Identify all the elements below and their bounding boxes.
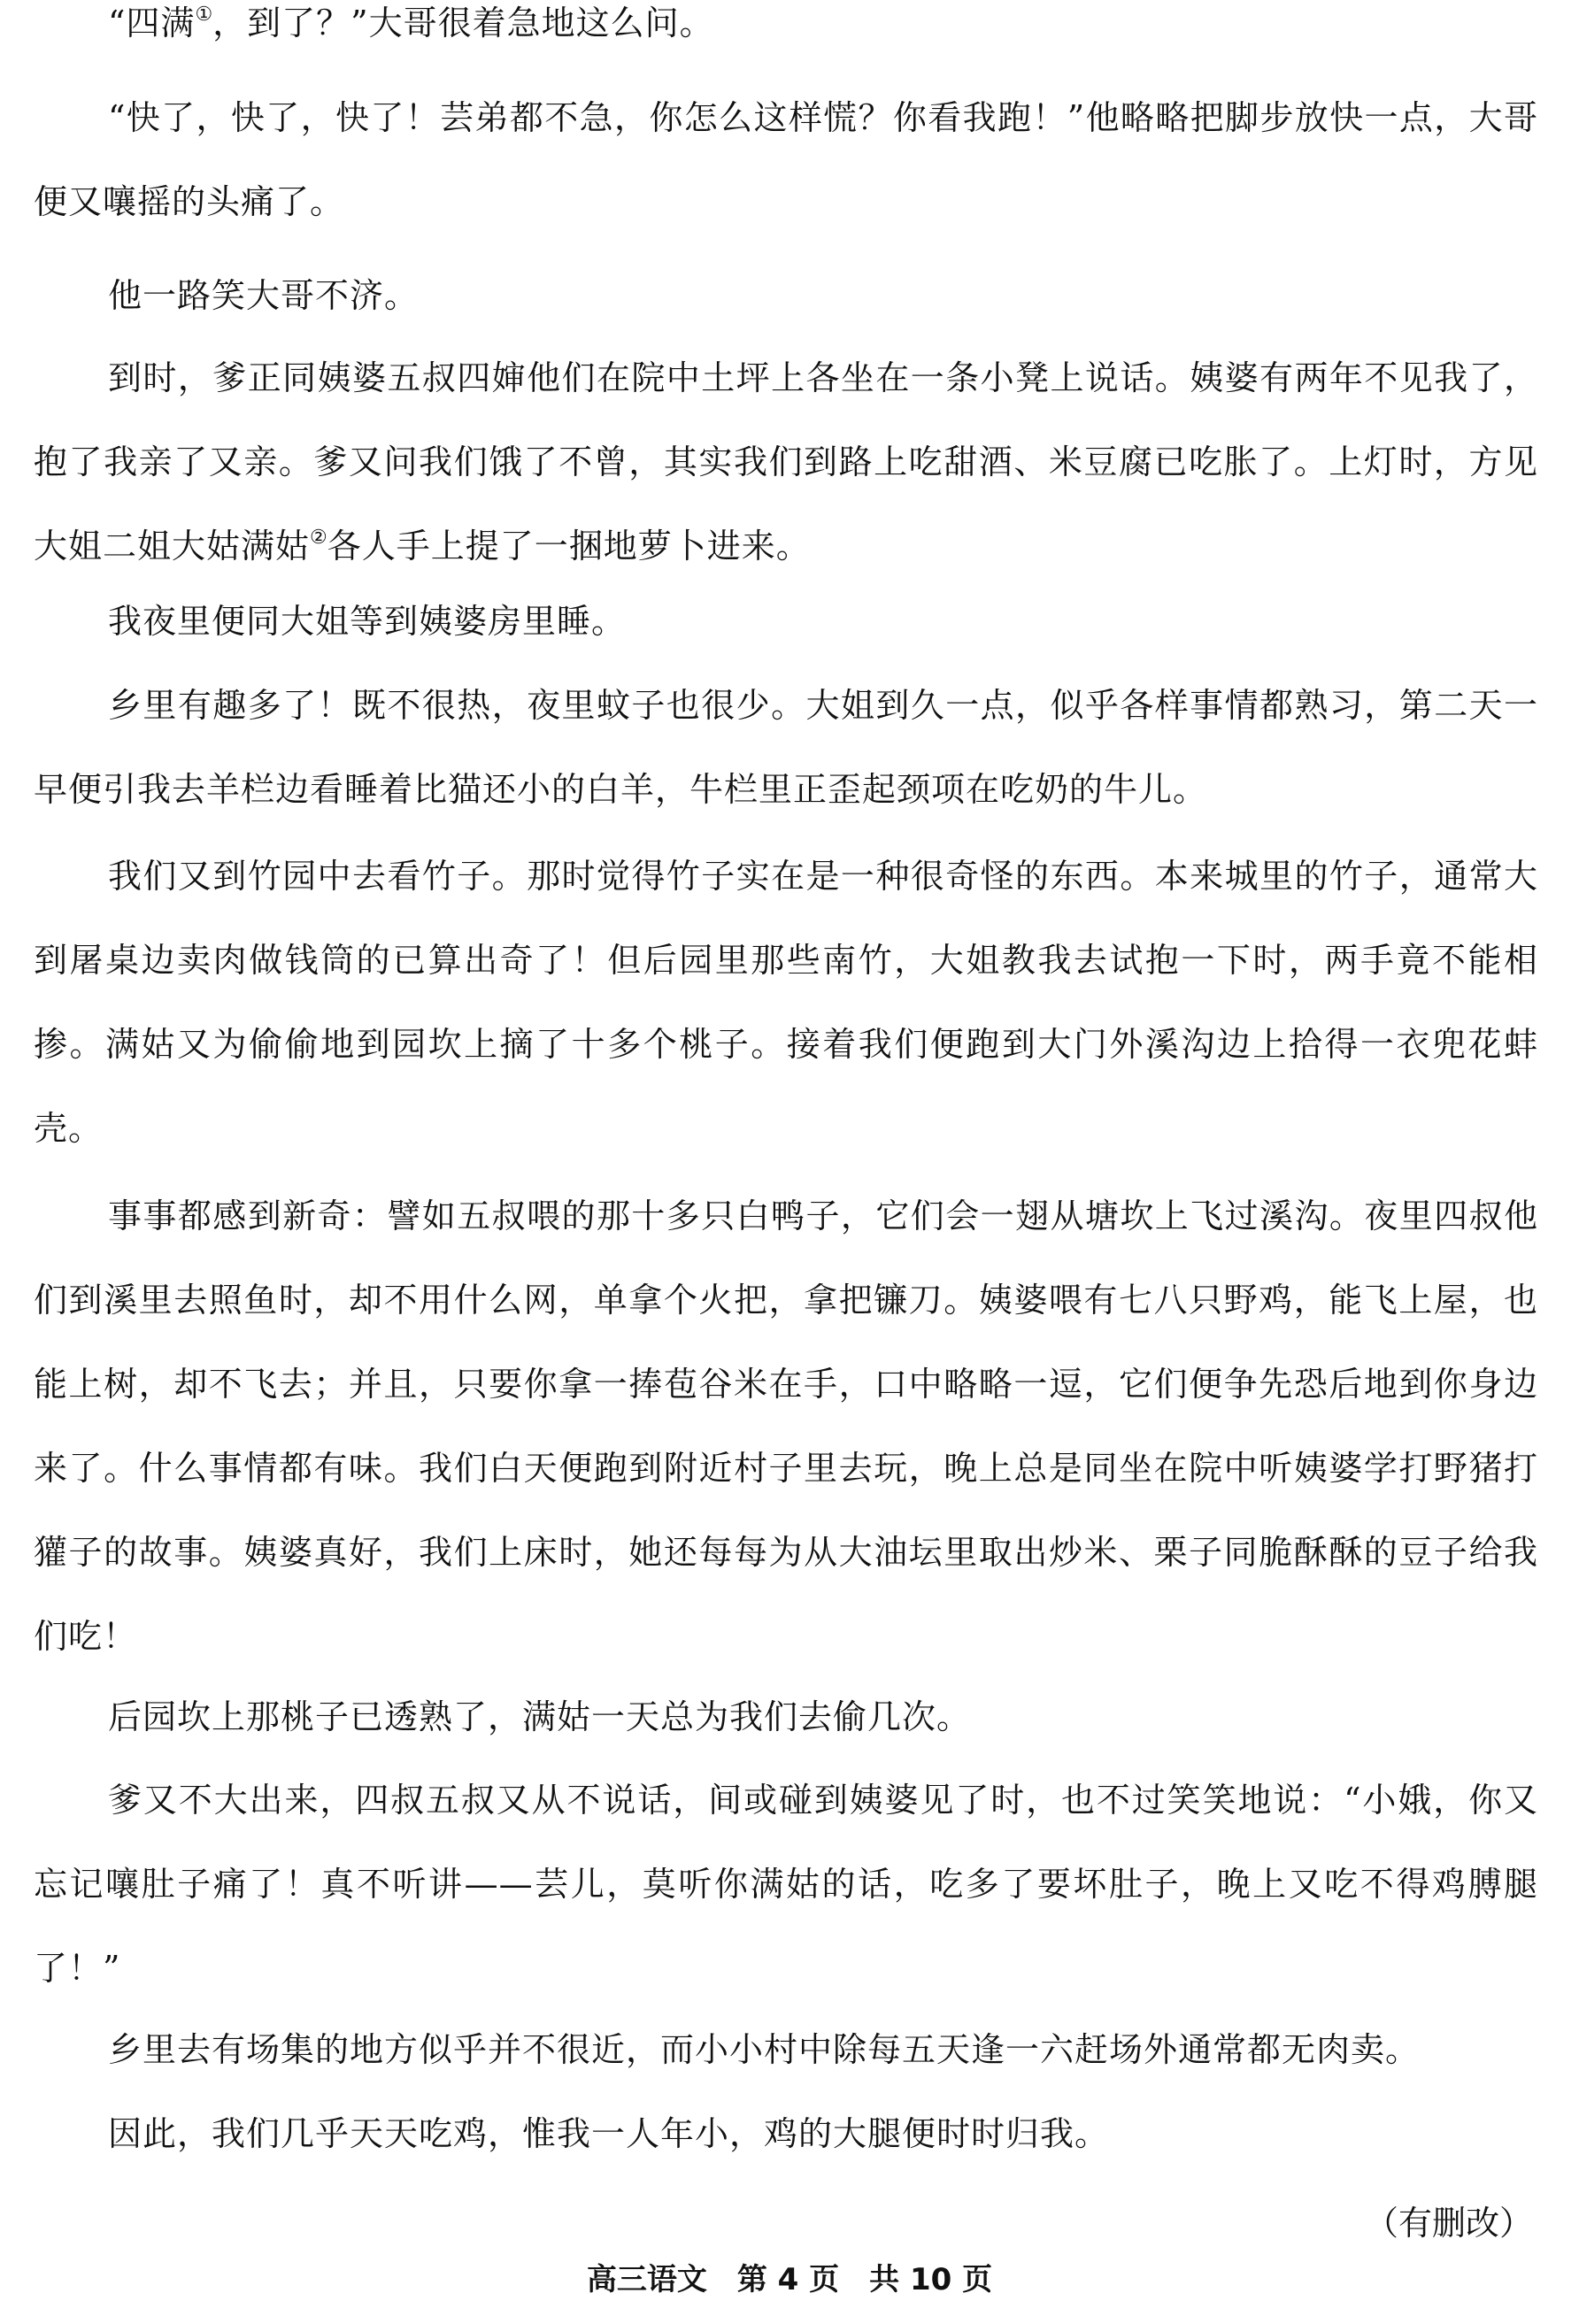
paragraph-8: 事事都感到新奇：譬如五叔喂的那十多只白鸭子，它们会一翅从塘坎上飞过溪沟。夜里四叔他们到溪里去照鱼时，却不用什么网，单拿个火把，拿把镰刀。姨婆喂有七八只野鸡，能飞上屋，也能上树，却不飞去；并且，只要你拿一捧苞谷米在手，口中略略一逗，它们便争先恐后地到你身边来了。什么事情都有味。我们白天便跑到附近村子里去玩，晚上总是同坐在院中听姨婆学打野猪打獾子的故事。姨婆真好，我们上床时，她还每每为从大油坛里取出炒米、栗子同脆酥酥的豆子给我们吃！ <box>34 1197 1538 1656</box>
paragraph-6: 乡里有趣多了！既不很热，夜里蚊子也很少。大姐到久一点，似乎各样事情都熟习，第二天一早便引我去羊栏边看睡着比猫还小的白羊，牛栏里正歪起颈项在吃奶的牛儿。 <box>34 686 1538 809</box>
paragraph-1-text-b: ，到了？”大哥很着急地这么问。 <box>212 4 714 42</box>
footnote-marker-2: ② <box>310 527 327 549</box>
paragraph-1 <box>34 0 1538 65</box>
page-footer: 高三语文 第 4 页 共 10 页 <box>586 2262 993 2297</box>
paragraph-7: 我们又到竹园中去看竹子。那时觉得竹子实在是一种很奇怪的东西。本来城里的竹子，通常大到屠桌边卖肉做钱筒的已算出奇了！但后园里那些南竹，大姐教我去试抱一下时，两手竟不能相掺。满姑又为偷偷地到园坎上摘了十多个桃子。接着我们便跑到大门外溪沟边上拾得一衣兜花蚌壳。 <box>34 857 1538 1148</box>
paragraph-9: 后园坎上那桃子已透熟了，满姑一天总为我们去偷几次。 <box>108 1697 972 1736</box>
footnote-marker-1: ① <box>195 4 213 26</box>
paragraph-2: “快了，快了，快了！芸弟都不急，你怎么这样慌？你看我跑！”他略略把脚步放快一点，大哥便又嚷摇的头痛了。 <box>34 98 1538 221</box>
paragraph-1-text-a: “四满 <box>108 4 196 42</box>
paragraph-3: 他一路笑大哥不济。 <box>108 276 420 315</box>
paragraph-4 <box>34 336 1538 589</box>
paragraph-5: 我夜里便同大姐等到姨婆房里睡。 <box>108 602 627 641</box>
paragraph-12: 因此，我们几乎天天吃鸡，惟我一人年小，鸡的大腿便时时归我。 <box>108 2114 1110 2153</box>
paragraph-10: 爹又不大出来，四叔五叔又从不说话，间或碰到姨婆见了时，也不过笑笑地说：“小娥，你又忘记嚷肚子痛了！真不听讲——芸儿，莫听你满姑的话，吃多了要坏肚子，晚上又吃不得鸡膊腿了！” <box>34 1781 1538 1988</box>
paragraph-4-text-b: 各人手上提了一捆地萝卜进来。 <box>327 527 811 566</box>
source-note: （有删改） <box>1364 2204 1533 2243</box>
paragraph-11: 乡里去有场集的地方似乎并不很近，而小小村中除每五天逢一六赶场外通常都无肉卖。 <box>108 2030 1421 2069</box>
paragraph-4-text-a: 到时，爹正同姨婆五叔四婶他们在院中土坪上各坐在一条小凳上说话。姨婆有两年不见我了，抱了我亲了又亲。爹又问我们饿了不曾，其实我们到路上吃甜酒、米豆腐已吃胀了。上灯时，方见大姐二姐大姑满姑 <box>34 358 1538 566</box>
